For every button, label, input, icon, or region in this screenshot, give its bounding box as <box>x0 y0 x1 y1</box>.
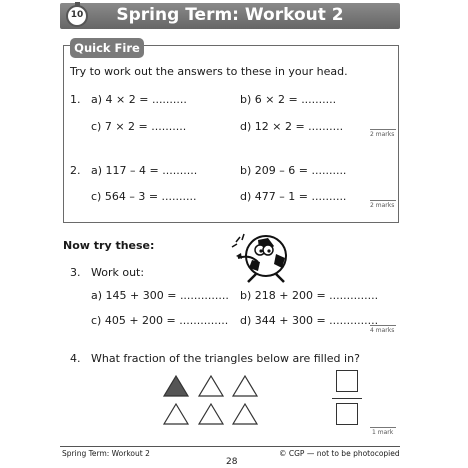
question-1b: b) 6 × 2 = .......... <box>240 93 337 106</box>
stopwatch-icon <box>66 5 88 27</box>
question-3-marks: 4 marks <box>370 327 395 334</box>
question-3-number: 3. <box>70 266 81 279</box>
page-number: 28 <box>226 457 238 467</box>
fraction-denominator-box[interactable] <box>336 403 358 425</box>
question-2-marks-line <box>370 200 396 201</box>
footer-copyright: © CGP — not to be photocopied <box>279 449 400 458</box>
fraction-numerator-box[interactable] <box>336 370 358 392</box>
triangle-empty <box>231 402 259 426</box>
triangle-empty <box>197 402 225 426</box>
question-3d: d) 344 + 300 = .............. <box>240 314 379 327</box>
question-1-number: 1. <box>70 93 81 106</box>
triangle-filled <box>162 374 190 398</box>
football-character-illustration <box>228 232 292 286</box>
stopwatch-knob <box>75 2 80 6</box>
question-2b: b) 209 – 6 = .......... <box>240 164 347 177</box>
question-4-prompt: What fraction of the triangles below are filled in? <box>91 352 360 365</box>
footer-divider <box>60 446 400 447</box>
question-1c: c) 7 × 2 = .......... <box>91 120 187 133</box>
page-header-bar <box>60 3 400 29</box>
question-3c: c) 405 + 200 = .............. <box>91 314 229 327</box>
timer-minutes: 10 <box>70 10 84 20</box>
page-title: Spring Term: Workout 2 <box>116 5 344 25</box>
question-3-prompt: Work out: <box>91 266 145 279</box>
question-1-marks-line <box>370 129 396 130</box>
question-1-marks: 2 marks <box>370 131 395 138</box>
fraction-bar <box>332 398 362 399</box>
footer-left-text: Spring Term: Workout 2 <box>62 449 150 458</box>
question-1d: d) 12 × 2 = .......... <box>240 120 344 133</box>
question-3-marks-line <box>370 325 396 326</box>
now-try-heading: Now try these: <box>63 239 155 252</box>
triangle-empty <box>197 374 225 398</box>
question-2-marks: 2 marks <box>370 202 395 209</box>
question-4-marks: 1 mark <box>372 429 394 436</box>
quick-fire-label: Quick Fire <box>70 38 144 58</box>
triangle-empty <box>231 374 259 398</box>
question-4-number: 4. <box>70 352 81 365</box>
triangle-empty <box>162 402 190 426</box>
question-3b: b) 218 + 200 = .............. <box>240 289 379 302</box>
question-4-marks-line <box>370 427 396 428</box>
quick-fire-instruction: Try to work out the answers to these in your head. <box>70 65 348 78</box>
question-3a: a) 145 + 300 = .............. <box>91 289 229 302</box>
question-2-number: 2. <box>70 164 81 177</box>
question-2d: d) 477 – 1 = .......... <box>240 190 347 203</box>
question-2c: c) 564 – 3 = .......... <box>91 190 197 203</box>
question-1a: a) 4 × 2 = .......... <box>91 93 187 106</box>
question-2a: a) 117 – 4 = .......... <box>91 164 198 177</box>
